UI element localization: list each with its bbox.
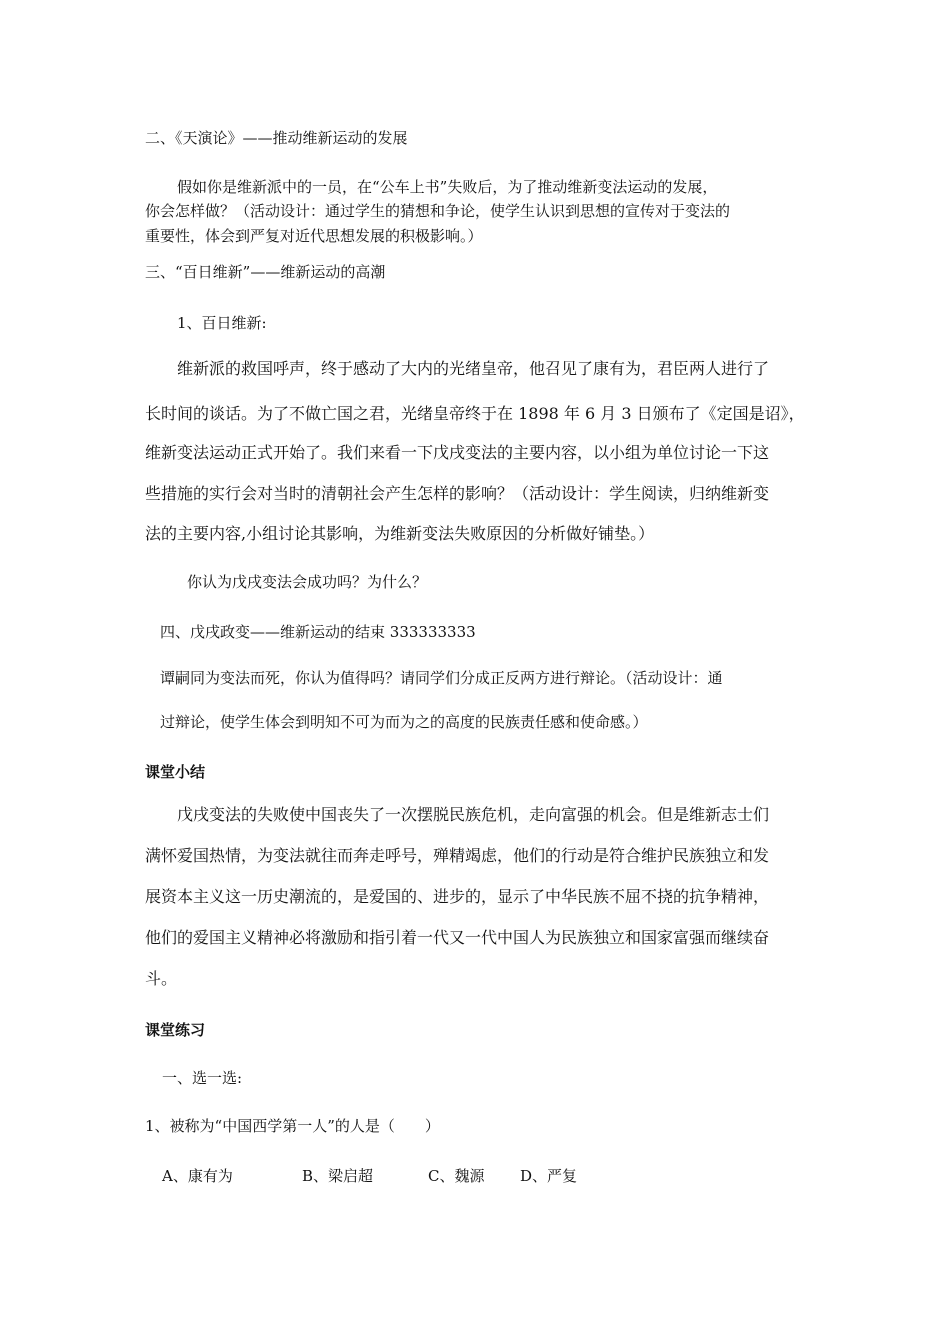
section-3-para-line: 长时间的谈话。为了不做亡国之君，光绪皇帝终于在 1898 年 6 月 3 日颁布了《定国是诏》， [145, 404, 805, 423]
exercise-heading: 课堂练习 [145, 1021, 206, 1039]
summary-para-line: 戊戌变法的失败使中国丧失了一次摆脱民族危机，走向富强的机会。但是维新志士们 [177, 805, 770, 824]
section-3-subheading: 1、百日维新: [177, 314, 267, 332]
section-2-heading: 二、《天演论》——推动维新运动的发展 [145, 129, 408, 147]
section-3-para-line: 法的主要内容,小组讨论其影响，为维新变法失败原因的分析做好铺垫。） [145, 524, 655, 543]
section-2-para-line: 假如你是维新派中的一员，在“公车上书”失败后，为了推动维新变法运动的发展， [177, 178, 718, 196]
section-2-para-line: 重要性，体会到严复对近代思想发展的积极影响。） [145, 227, 483, 245]
exercise-subheading: 一、选一选: [162, 1069, 243, 1087]
exercise-option-d: D、严复 [520, 1167, 578, 1185]
section-4-para-line: 过辩论，使学生体会到明知不可为而为之的高度的民族责任感和使命感。） [160, 713, 648, 731]
section-2-para-line: 你会怎样做？（活动设计：通过学生的猜想和争论，使学生认识到思想的宣传对于变法的 [145, 202, 731, 220]
summary-para-line: 满怀爱国热情，为变法就往而奔走呼号，殚精竭虑，他们的行动是符合维护民族独立和发 [145, 846, 770, 865]
exercise-question: 1、被称为“中国西学第一人”的人是（ ） [145, 1117, 440, 1135]
exercise-option-c: C、魏源 [428, 1167, 485, 1185]
exercise-option-a: A、康有为 [162, 1167, 233, 1185]
summary-para-line: 斗。 [145, 969, 178, 988]
summary-para-line: 他们的爱国主义精神必将激励和指引着一代又一代中国人为民族独立和国家富强而继续奋 [145, 928, 770, 947]
section-3-para-line: 维新派的救国呼声，终于感动了大内的光绪皇帝，他召见了康有为，君臣两人进行了 [177, 359, 770, 378]
summary-heading: 课堂小结 [145, 763, 206, 781]
exercise-option-b: B、梁启超 [302, 1167, 374, 1185]
section-4-para-line: 谭嗣同为变法而死，你认为值得吗？请同学们分成正反两方进行辩论。（活动设计：通 [160, 669, 723, 687]
section-3-heading: 三、“百日维新”——维新运动的高潮 [145, 263, 386, 281]
section-3-question: 你认为戊戌变法会成功吗？为什么？ [187, 573, 428, 591]
section-3-para-line: 些措施的实行会对当时的清朝社会产生怎样的影响？（活动设计：学生阅读，归纳维新变 [145, 484, 770, 503]
section-3-para-line: 维新变法运动正式开始了。我们来看一下戊戌变法的主要内容，以小组为单位讨论一下这 [145, 443, 770, 462]
section-4-heading: 四、戊戌政变——维新运动的结束 333333333 [160, 623, 476, 641]
summary-para-line: 展资本主义这一历史潮流的，是爱国的、进步的，显示了中华民族不屈不挠的抗争精神， [145, 887, 770, 906]
